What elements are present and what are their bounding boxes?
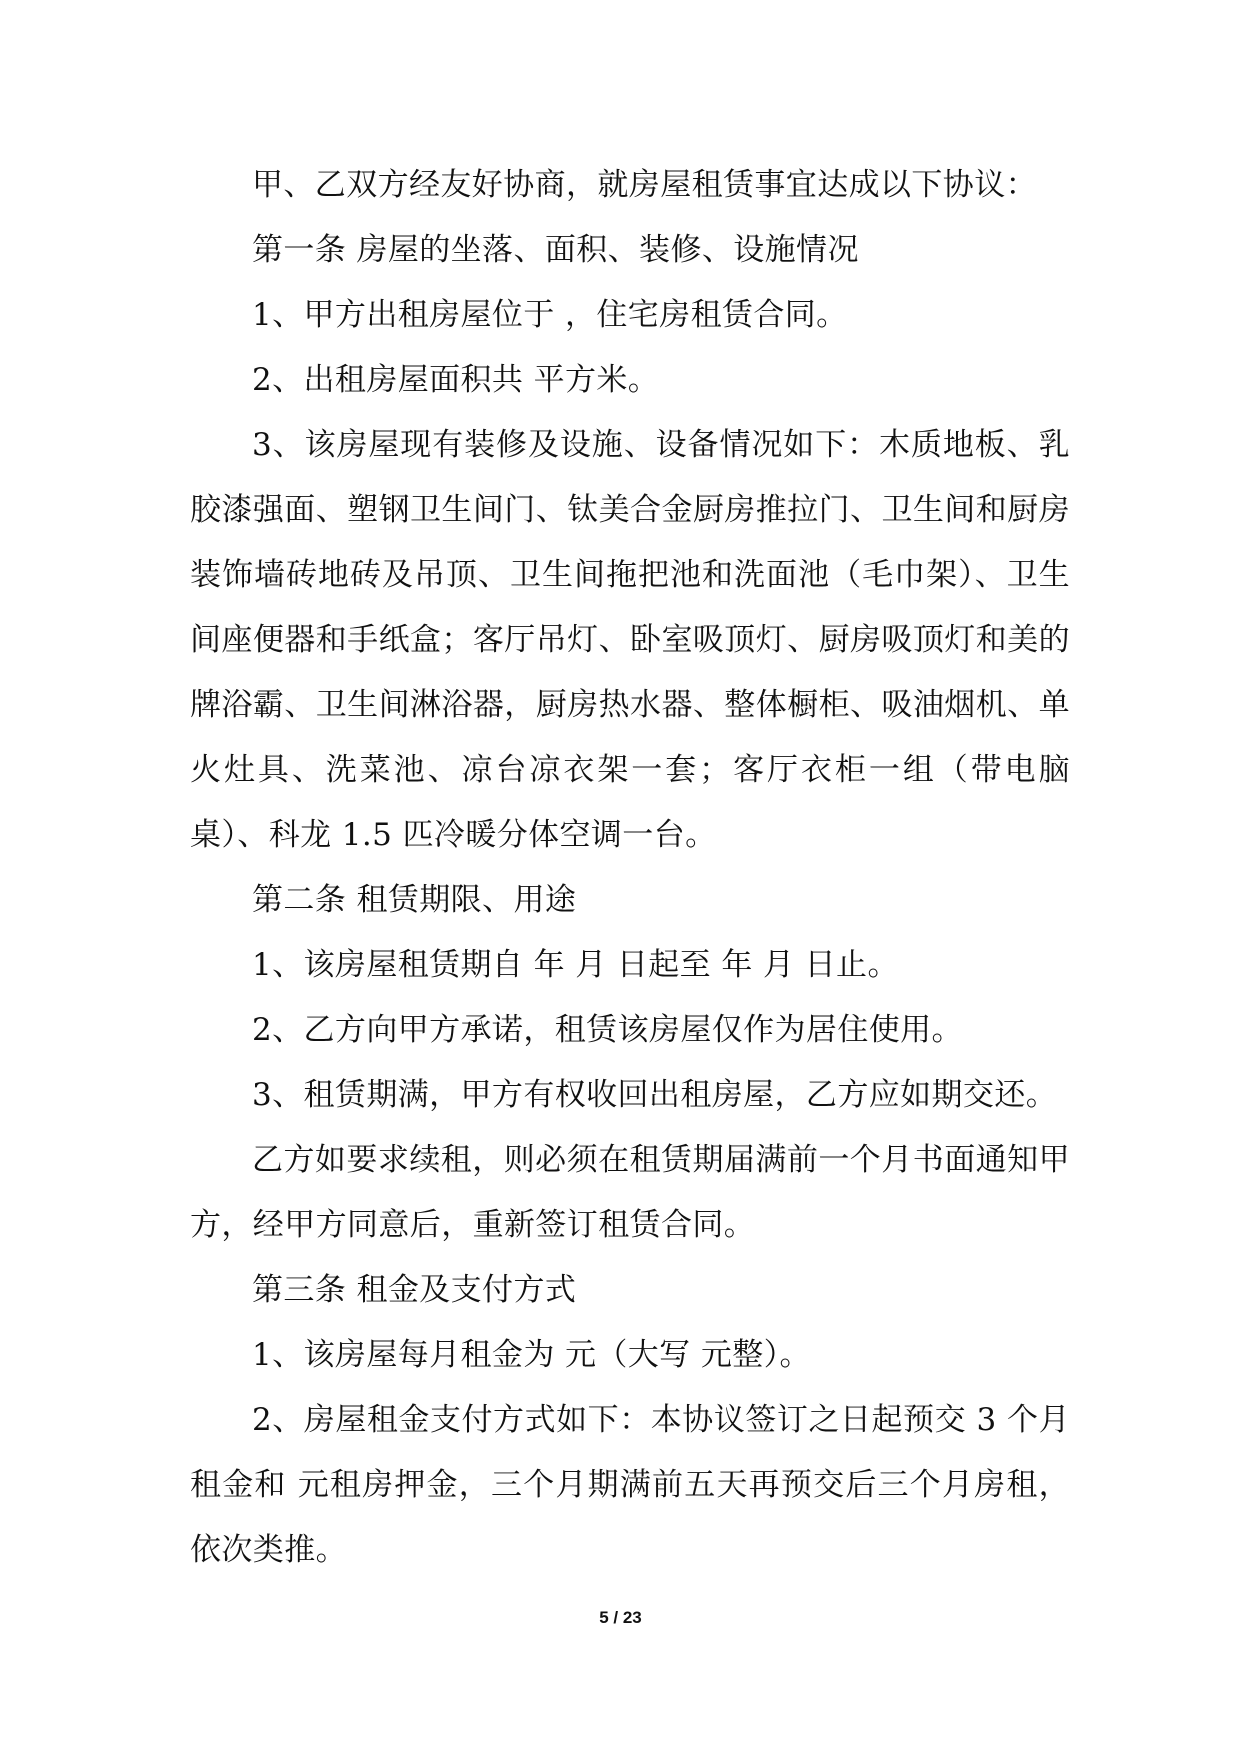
paragraph: 1、甲方出租房屋位于 ，住宅房租赁合同。 bbox=[252, 297, 848, 333]
paragraph: 3、租赁期满，甲方有权收回出租房屋，乙方应如期交还。 bbox=[252, 1077, 1058, 1113]
document-body bbox=[190, 153, 1070, 1583]
paragraph: 甲、乙双方经友好协商，就房屋租赁事宜达成以下协议： bbox=[252, 167, 1037, 203]
paragraph: 1、该房屋租赁期自 年 月 日起至 年 月 日止。 bbox=[252, 947, 899, 983]
paragraph: 1、该房屋每月租金为 元（大写 元整）。 bbox=[252, 1337, 811, 1373]
paragraph: 乙方如要求续租，则必须在租赁期届满前一个月书面通知甲方，经甲方同意后，重新签订租赁合同。 bbox=[190, 1142, 1070, 1243]
section-heading: 第二条 租赁期限、用途 bbox=[252, 882, 577, 918]
paragraph: 3、该房屋现有装修及设施、设备情况如下：木质地板、乳胶漆强面、塑钢卫生间门、钛美合金厨房推拉门、卫生间和厨房装饰墙砖地砖及吊顶、卫生间拖把池和洗面池（毛巾架）、卫生间座便器和手纸盒；客厅吊灯、卧室吸顶灯、厨房吸顶灯和美的牌浴霸、卫生间淋浴器，厨房热水器、整体橱柜、吸油烟机、单火灶具、洗菜池、凉台凉衣架一套；客厅衣柜一组（带电脑桌）、科龙 1.5 匹冷暖分体空调一台。 bbox=[190, 427, 1070, 853]
paragraph: 2、乙方向甲方承诺，租赁该房屋仅作为居住使用。 bbox=[252, 1012, 963, 1048]
paragraph: 2、房屋租金支付方式如下：本协议签订之日起预交 3 个月租金和 元租房押金，三个月期满前五天再预交后三个月房租，依次类推。 bbox=[190, 1402, 1070, 1568]
section-heading: 第三条 租金及支付方式 bbox=[252, 1272, 577, 1308]
page-number: 5 / 23 bbox=[599, 1608, 642, 1627]
section-heading: 第一条 房屋的坐落、面积、装修、设施情况 bbox=[252, 232, 859, 268]
paragraph: 2、出租房屋面积共 平方米。 bbox=[252, 362, 660, 398]
